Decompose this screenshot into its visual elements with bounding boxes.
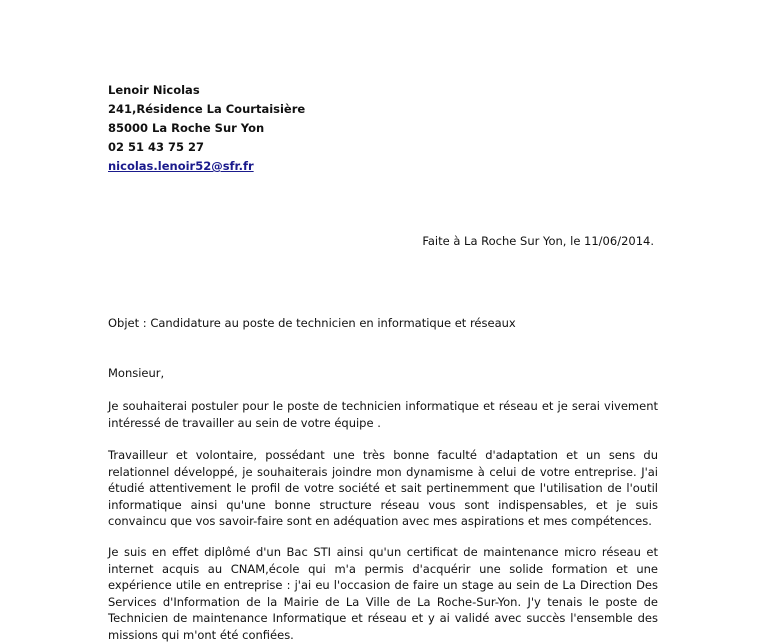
paragraph-2: Travailleur et volontaire, possédant une très bonne faculté d'adaptation et un sens du relationnel développé, je souhaiterais joindre mon dynamisme à celui de votre entreprise. J'ai étudié attentivement le profil de votre société et sait pertinemment que l'utilisation de l'outil informatique ainsi qu'une bonne structure réseau vous sont indispensables, et je suis convaincu que vos savoir-faire sont en adéquation avec mes aspirations et mes compétences. <box>108 448 658 528</box>
sender-phone: 02 51 43 75 27 <box>108 140 205 154</box>
sender-email-link[interactable]: nicolas.lenoir52@sfr.fr <box>108 159 254 173</box>
paragraph-3: Je suis en effet diplômé d'un Bac STI ainsi qu'un certificat de maintenance micro réseau et internet acquis au CNAM,école qui m'a permis d'acquérir une solide formation et une expérience utile en entreprise : j'ai eu l'occasion de faire un stage au sein de La Direction Des Services d'Information de la Mairie de La Ville de La Roche-Sur-Yon. J'y tenais le poste de Technicien de maintenance Informatique et réseau et y ai validé avec succès l'ensemble des missions qui m'ont été confiées. <box>108 545 658 642</box>
sender-address-line2: 85000 La Roche Sur Yon <box>108 121 265 135</box>
date-place-line: Faite à La Roche Sur Yon, le 11/06/2014. <box>422 234 654 248</box>
sender-block <box>108 81 305 176</box>
paragraph-1: Je souhaiterai postuler pour le poste de technicien informatique et réseau et je serai vivement intéressé de travailler au sein de votre équipe . <box>108 399 658 430</box>
greeting: Monsieur, <box>108 366 165 380</box>
subject-line: Objet : Candidature au poste de technicien en informatique et réseaux <box>108 316 516 330</box>
sender-address-line1: 241,Résidence La Courtaisière <box>108 102 306 116</box>
sender-name: Lenoir Nicolas <box>108 83 200 97</box>
